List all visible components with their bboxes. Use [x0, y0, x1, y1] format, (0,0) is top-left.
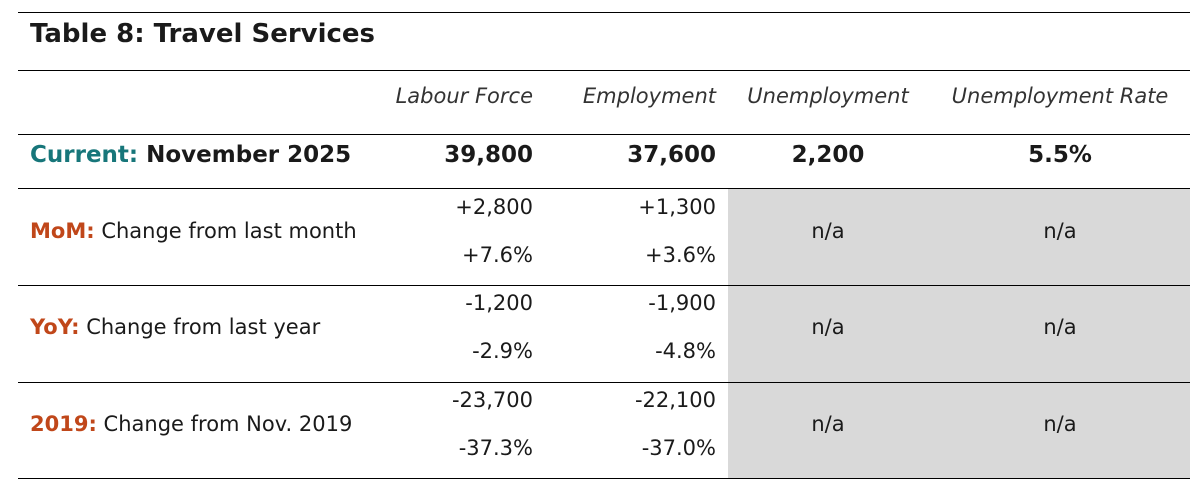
yoy-employment-pct: -4.8% — [655, 339, 716, 363]
yoy-unemployment-rate: n/a — [1043, 315, 1077, 339]
current-prefix: Current: — [30, 142, 139, 168]
current-period: November 2025 — [146, 142, 352, 168]
top-rule — [18, 12, 1190, 13]
row-text-yoy: Change from last year — [86, 315, 321, 339]
row-label-mom — [30, 216, 357, 246]
current-row-label — [30, 139, 351, 171]
current-labour-force: 39,800 — [444, 142, 533, 168]
y2019-employment-abs: -22,100 — [634, 388, 716, 412]
yoy-employment-abs: -1,900 — [648, 291, 716, 315]
row-text-2019: Change from Nov. 2019 — [103, 412, 353, 436]
current-employment: 37,600 — [627, 142, 716, 168]
row-text-mom: Change from last month — [101, 219, 357, 243]
mom-employment-pct: +3.6% — [645, 243, 716, 267]
row-prefix-mom: MoM: — [30, 219, 95, 243]
yoy-unemployment: n/a — [811, 315, 845, 339]
y2019-labour-force-pct: -37.3% — [458, 436, 533, 460]
y2019-labour-force-abs: -23,700 — [451, 388, 533, 412]
current-unemployment-rate: 5.5% — [1028, 142, 1092, 168]
mom-unemployment-rate: n/a — [1043, 219, 1077, 243]
mom-unemployment: n/a — [811, 219, 845, 243]
mom-employment-abs: +1,300 — [638, 195, 716, 219]
mom-labour-force-pct: +7.6% — [462, 243, 533, 267]
yoy-labour-force-abs: -1,200 — [465, 291, 533, 315]
row-prefix-2019: 2019: — [30, 412, 97, 436]
table-title: Table 8: Travel Services — [30, 19, 376, 49]
y2019-unemployment: n/a — [811, 412, 845, 436]
header-labour-force: Labour Force — [395, 84, 533, 108]
header-unemployment-rate: Unemployment Rate — [951, 84, 1169, 108]
y2019-employment-pct: -37.0% — [641, 436, 716, 460]
header-employment: Employment — [582, 84, 716, 108]
mom-labour-force-abs: +2,800 — [455, 195, 533, 219]
yoy-labour-force-pct: -2.9% — [472, 339, 533, 363]
y2019-unemployment-rate: n/a — [1043, 412, 1077, 436]
title-rule — [18, 70, 1190, 71]
header-unemployment: Unemployment — [747, 84, 909, 108]
current-unemployment: 2,200 — [791, 142, 865, 168]
row-label-yoy — [30, 312, 320, 342]
row-prefix-yoy: YoY: — [30, 315, 80, 339]
row-label-2019 — [30, 409, 352, 439]
header-rule — [18, 134, 1190, 135]
bottom-rule — [18, 478, 1190, 479]
